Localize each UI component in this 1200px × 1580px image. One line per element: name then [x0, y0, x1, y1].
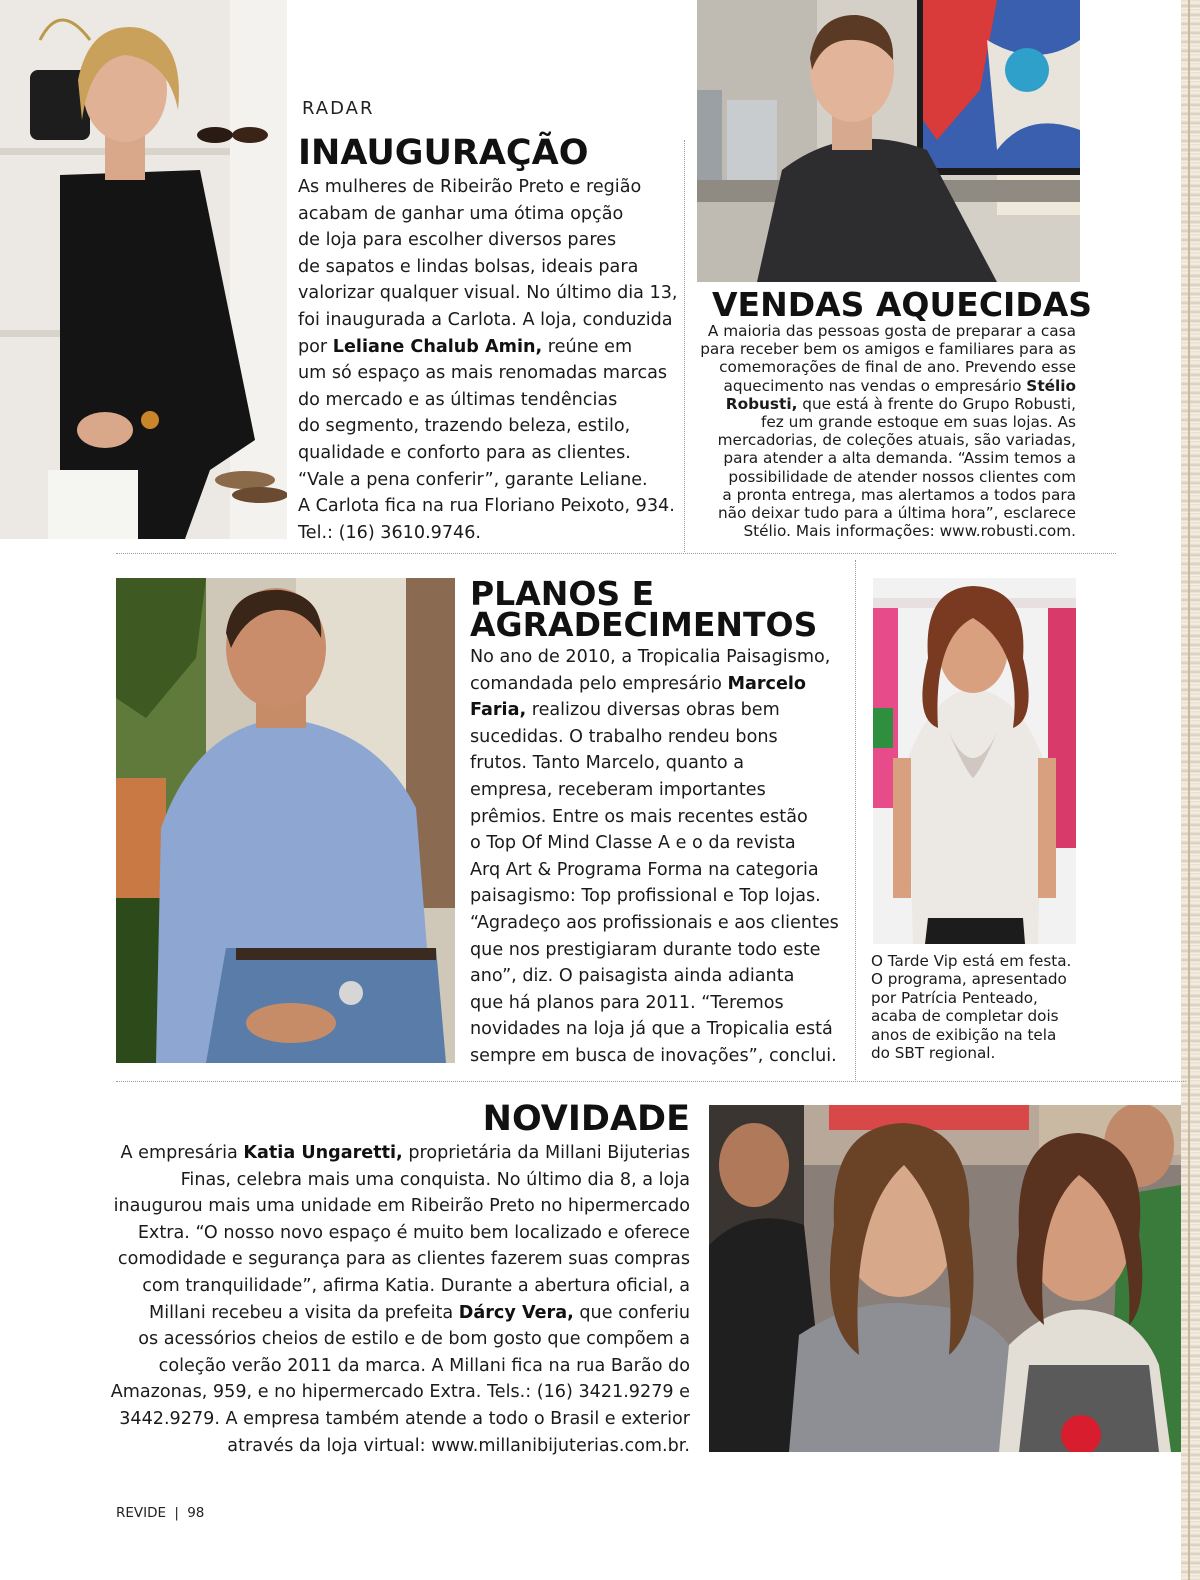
text-line: fez um grande estoque em suas lojas. As — [760, 413, 1076, 432]
person-name: Katia Ungaretti, — [243, 1143, 403, 1163]
text-line: um só espaço as mais renomadas marcas — [298, 363, 668, 384]
person-name: Stélio — [1026, 376, 1076, 395]
text-line: de sapatos e lindas bolsas, ideais para — [298, 256, 639, 277]
person-name: Robusti, — [725, 394, 798, 413]
article-title-inauguracao: INAUGURAÇÃO — [298, 133, 589, 173]
text-line — [298, 334, 683, 361]
text-line: “Vale a pena conferir”, garante Leliane. — [298, 469, 648, 490]
photo-katia-darcy — [709, 1105, 1181, 1452]
section-divider — [116, 553, 1116, 554]
text-span: reúne em — [542, 336, 633, 357]
text-line: do segmento, trazendo beleza, estilo, — [298, 416, 631, 437]
text-line: 3442.9279. A empresa também atende a todo o Brasil e exterior — [119, 1408, 690, 1429]
text-line: Tel.: (16) 3610.9746. — [298, 522, 482, 543]
text-line: os acessórios cheios de estilo e de bom gosto que compõem a — [138, 1329, 690, 1350]
article-body-inauguracao — [298, 174, 683, 546]
text-line: Extra. “O nosso novo espaço é muito bem localizado e oferece — [137, 1222, 690, 1243]
title-line: AGRADECIMENTOS — [470, 605, 818, 644]
text-line: que há planos para 2011. “Teremos — [470, 992, 784, 1013]
page-footer — [116, 1505, 204, 1521]
text-line: qualidade e conforto para as clientes. — [298, 442, 631, 463]
text-line: por Patrícia Penteado, — [871, 988, 1038, 1007]
text-line: sucedidas. O trabalho rendeu bons — [470, 726, 778, 747]
text-line: No ano de 2010, a Tropicalia Paisagismo, — [470, 647, 831, 667]
text-line: mercadorias, de coleções atuais, são variadas, — [717, 431, 1076, 450]
photo-marcelo — [116, 578, 455, 1063]
text-line: acaba de completar dois — [871, 1007, 1059, 1026]
text-line: valorizar qualquer visual. No último dia 13, — [298, 283, 678, 304]
text-line: que nos prestigiaram durante todo este — [470, 939, 821, 960]
text-line: As mulheres de Ribeirão Preto e região — [298, 177, 642, 197]
article-body-novidade — [110, 1140, 690, 1459]
text-line: coleção verão 2011 da marca. A Millani fica na rua Barão do — [158, 1355, 690, 1376]
text-line: sempre em busca de inovações”, conclui. — [470, 1045, 837, 1066]
text-span: realizou diversas obras bem — [526, 700, 780, 721]
text-line — [110, 1140, 690, 1167]
text-line: do mercado e as últimas tendências — [298, 389, 618, 410]
text-line: para receber bem os amigos e familiares para as — [700, 340, 1076, 359]
person-name: Dárcy Vera, — [458, 1302, 574, 1323]
text-line: empresa, receberam importantes — [470, 779, 766, 800]
text-line: O Tarde Vip está em festa. — [871, 952, 1072, 970]
section-label: RADAR — [302, 98, 375, 119]
person-name: Faria, — [470, 700, 527, 721]
text-line: através da loja virtual: www.millanibijuterias.com.br. — [227, 1435, 690, 1456]
text-line: “Agradeço aos profissionais e aos clientes — [470, 912, 839, 933]
text-line: para atender a alta demanda. “Assim temos a — [723, 449, 1076, 468]
text-line: o Top Of Mind Classe A e o da revista — [470, 833, 796, 854]
text-line: A maioria das pessoas gosta de preparar a casa — [707, 322, 1076, 340]
text-line: acabam de ganhar uma ótima opção — [298, 203, 624, 224]
magazine-name: REVIDE — [116, 1505, 167, 1521]
photo-caption-tarde-vip — [871, 952, 1091, 1062]
text-line: de loja para escolher diversos pares — [298, 230, 617, 251]
photo-stelio — [697, 0, 1080, 282]
text-line: com tranquilidade”, afirma Katia. Durante a abertura oficial, a — [142, 1275, 690, 1296]
text-line: inaugurou mais uma unidade em Ribeirão Preto no hipermercado — [113, 1196, 690, 1217]
text-span: que conferiu — [573, 1302, 690, 1323]
text-span: que está à frente do Grupo Robusti, — [797, 394, 1076, 413]
footer-separator: | — [174, 1505, 179, 1521]
person-name: Leliane Chalub Amin, — [332, 336, 543, 357]
text-line: Stélio. Mais informações: www.robusti.com. — [743, 522, 1076, 541]
text-line: Arq Art & Programa Forma na categoria — [470, 859, 819, 880]
text-line: paisagismo: Top profissional e Top lojas. — [470, 886, 821, 907]
article-title-novidade: NOVIDADE — [482, 1099, 690, 1139]
column-divider — [855, 560, 856, 1080]
photo-leliane — [0, 0, 287, 539]
text-line — [692, 377, 1076, 395]
column-divider — [684, 140, 685, 552]
text-line: anos de exibição na tela — [871, 1025, 1057, 1044]
article-body-vendas — [692, 322, 1076, 540]
text-line — [692, 395, 1076, 413]
text-line: do SBT regional. — [871, 1044, 996, 1063]
page-edge-line — [1188, 0, 1190, 1580]
text-line: prêmios. Entre os mais recentes estão — [470, 806, 808, 827]
text-line: Finas, celebra mais uma conquista. No último dia 8, a loja — [180, 1169, 690, 1190]
text-line: ano”, diz. O paisagista ainda adianta — [470, 966, 795, 987]
text-line: comemorações de final de ano. Prevendo esse — [719, 358, 1076, 377]
text-line — [470, 671, 850, 698]
text-line: novidades na loja já que a Tropicalia está — [470, 1019, 833, 1040]
text-span: aquecimento nas vendas o empresário — [723, 376, 1027, 395]
text-span: proprietária da Millani Bijuterias — [402, 1143, 690, 1163]
person-name: Marcelo — [727, 673, 807, 694]
text-line: possibilidade de atender nossos clientes com — [728, 467, 1076, 486]
article-title-planos — [470, 574, 818, 644]
text-line: não deixar tudo para a última hora”, esclarece — [717, 504, 1076, 523]
text-span: Millani recebeu a visita da prefeita — [149, 1302, 459, 1323]
text-line: frutos. Tanto Marcelo, quanto a — [470, 753, 745, 774]
article-title-vendas: VENDAS AQUECIDAS — [712, 285, 1093, 324]
article-body-planos — [470, 644, 850, 1070]
text-line: A Carlota fica na rua Floriano Peixoto, 934. — [298, 496, 675, 517]
text-line: Amazonas, 959, e no hipermercado Extra. Tels.: (16) 3421.9279 e — [110, 1382, 690, 1403]
text-line: O programa, apresentado — [871, 970, 1067, 989]
section-divider — [116, 1081, 1186, 1082]
text-line: a pronta entrega, mas alertamos a todos para — [722, 485, 1076, 504]
text-span: comandada pelo empresário — [470, 673, 728, 694]
text-line: comodidade e segurança para as clientes fazerem suas compras — [117, 1249, 690, 1270]
page-edge-texture — [1181, 0, 1200, 1580]
text-span: por — [298, 336, 333, 357]
page-number: 98 — [187, 1505, 205, 1521]
text-span: A empresária — [120, 1143, 244, 1163]
text-line — [110, 1300, 690, 1327]
text-line — [470, 697, 850, 724]
text-line: foi inaugurada a Carlota. A loja, conduzida — [298, 309, 673, 330]
title-line: PLANOS E — [470, 574, 655, 613]
photo-patricia — [873, 578, 1076, 944]
